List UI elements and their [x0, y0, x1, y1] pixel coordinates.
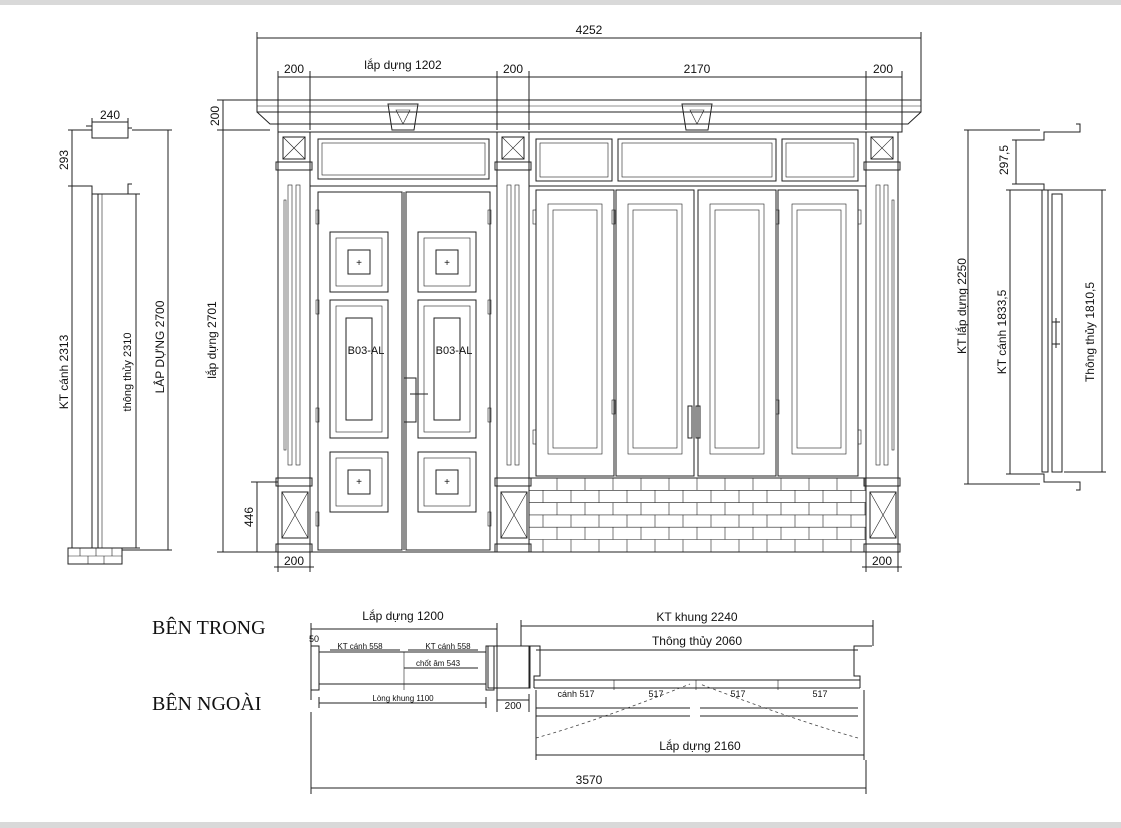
left-frame-height: LẮP DỰNG 2700 [153, 300, 167, 394]
plan-right-install: Lắp dựng 2160 [659, 739, 741, 753]
right-clear-height: Thông thủy 1810,5 [1083, 281, 1097, 383]
plan-right-frame: KT khung 2240 [656, 610, 738, 624]
dim-total-height: lắp dựng 2701 [205, 301, 219, 379]
left-head-height: 293 [57, 149, 71, 171]
elevation-vertical-dims [204, 100, 278, 552]
left-clear-height: thông thủy 2310 [122, 332, 134, 412]
dim-left-pillar: 200 [283, 62, 305, 76]
plan-right-door [308, 620, 873, 794]
svg-text:+: + [444, 477, 450, 488]
svg-text:+: + [444, 258, 450, 269]
left-pillar [276, 132, 312, 552]
left-head-width: 240 [99, 108, 121, 122]
plan-pillar: 200 [504, 701, 522, 712]
dim-left-door: lắp dựng 1202 [364, 58, 442, 72]
plan-right-clear: Thông thủy 2060 [651, 634, 743, 648]
plan-leaf-a: KT cánh 558 [337, 642, 383, 651]
label-outside: BÊN NGOÀI [152, 693, 262, 715]
right-frame-height: KT lắp dựng 2250 [955, 258, 969, 354]
plan-left-clear: Lòng khung 1100 [372, 694, 434, 703]
plan-panel-4: 517 [812, 689, 828, 699]
dim-cornice: 200 [208, 105, 222, 127]
top-dimensions [257, 23, 921, 130]
plan-left-edge: 50 [308, 634, 320, 644]
middle-pillar [495, 132, 531, 552]
dim-right-door: 2170 [683, 62, 711, 76]
plan-leaf-b: KT cánh 558 [425, 642, 471, 651]
svg-text:+: + [356, 477, 362, 488]
right-head-height: 297,5 [997, 144, 1011, 176]
right-door [529, 132, 866, 478]
plan-panel-2: 517 [648, 689, 664, 699]
right-leaf-height: KT cánh 1833,5 [995, 289, 1009, 375]
brick-wall [529, 478, 866, 552]
bottom-dimensions [274, 552, 902, 572]
dim-mid-pillar: 200 [502, 62, 524, 76]
plan-panel-3: 517 [730, 689, 746, 699]
dim-right-pillar: 200 [872, 62, 894, 76]
left-door [310, 132, 497, 552]
dim-left-pillar-bottom: 200 [283, 554, 305, 568]
dim-base: 446 [242, 506, 256, 528]
cornice [257, 100, 921, 132]
leaf-code-left: B03-AL [347, 345, 385, 357]
plan-lock: chốt âm 543 [415, 659, 461, 668]
plan-overall: 3570 [575, 773, 603, 787]
leaf-code-right: B03-AL [435, 345, 473, 357]
label-inside: BÊN TRONG [152, 617, 266, 639]
plan-panel-1: cánh 517 [557, 689, 595, 699]
svg-text:+: + [356, 258, 362, 269]
dim-total-width: 4252 [575, 23, 603, 37]
right-pillar [864, 132, 900, 552]
dim-right-pillar-bottom: 200 [871, 554, 893, 568]
plan-left-frame: Lắp dựng 1200 [362, 609, 444, 623]
left-leaf-height: KT cánh 2313 [57, 334, 71, 410]
